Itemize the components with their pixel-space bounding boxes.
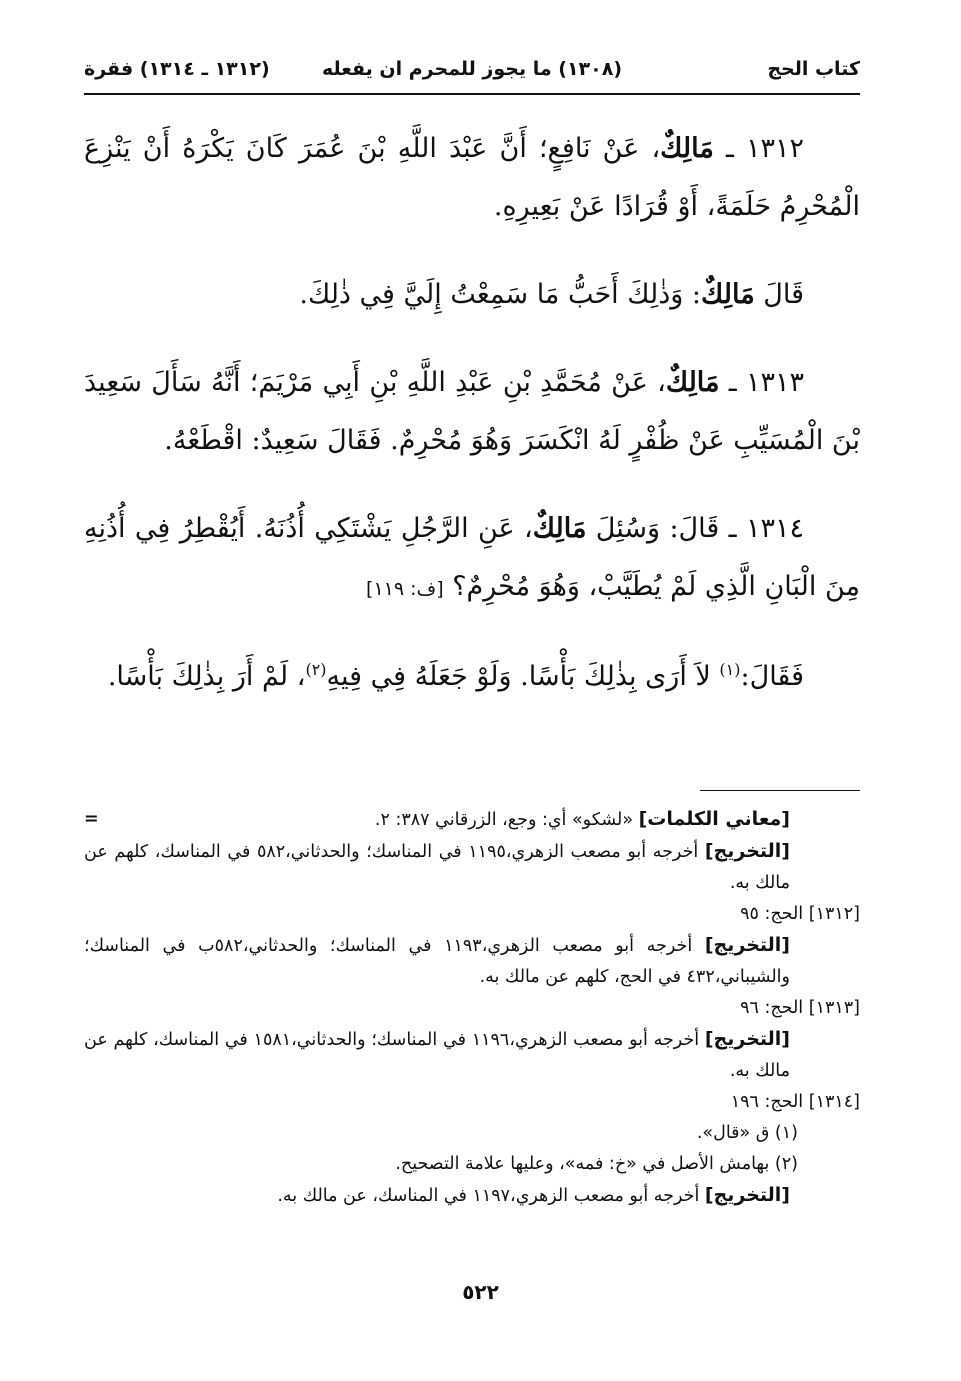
paragraph-text: ، عَنْ نَافِعٍ؛ أَنَّ عَبْدَ اللَّهِ بْنَ عُمَرَ كَانَ يَكْرَهُ أَنْ يَنْزِعَ الْمُحْرِمُ حَلَمَةً، أَوْ قُرَادًا عَنْ بَعِيرِهِ. <box>84 133 860 222</box>
paragraph-number: ١٣١٣ <box>746 367 805 398</box>
footnote-ref-2: (٢) <box>305 660 327 679</box>
footnotes <box>84 804 860 1212</box>
main-text <box>84 120 860 706</box>
header-paragraph-range: (١٣١٢ ـ ١٣١٤) فقرة <box>84 58 270 80</box>
paragraph-1312: ١٣١٢ ـ مَالِكٌ، عَنْ نَافِعٍ؛ أَنَّ عَبْدَ اللَّهِ بْنَ عُمَرَ كَانَ يَكْرَهُ أَنْ يَنْزِعَ الْمُحْرِمُ حَلَمَةً، أَوْ قُرَادًا عَنْ بَعِيرِهِ. <box>84 133 860 222</box>
paragraph-text: ، عَنْ مُحَمَّدِ بْنِ عَبْدِ اللَّهِ بْنِ أَبِي مَرْيَمَ؛ أَنَّهُ سَأَلَ سَعِيدَ بْنَ الْمُسَيِّبِ عَنْ ظُفْرٍ لَهُ انْكَسَرَ وَهُوَ مُحْرِمٌ. فَقَالَ سَعِيدٌ: اقْطَعْهُ. <box>84 367 860 456</box>
takhrij-tag: [التخريج] <box>704 934 790 956</box>
footnote-1: (١) ق «قال». <box>696 1123 798 1143</box>
paragraph-text: : وَذٰلِكَ أَحَبُّ مَا سَمِعْتُ إِلَيَّ فِي ذٰلِكَ. <box>299 279 701 310</box>
footnote-ref-1313: [١٣١٣] الحج: ٩٦ <box>740 998 860 1018</box>
takhrij-tag: [التخريج] <box>704 1184 790 1206</box>
narrator-name: مَالِكٌ <box>665 367 720 398</box>
narrator-name: مَالِكٌ <box>660 133 714 164</box>
paragraph-1313: ١٣١٣ ـ مَالِكٌ، عَنْ مُحَمَّدِ بْنِ عَبْدِ اللَّهِ بْنِ أَبِي مَرْيَمَ؛ أَنَّهُ سَأَلَ سَعِيدَ بْنَ الْمُسَيِّبِ عَنْ ظُفْرٍ لَهُ انْكَسَرَ وَهُوَ مُحْرِمٌ. فَقَالَ سَعِيدٌ: اقْطَعْهُ. <box>84 367 860 456</box>
footnote-ref-1312: [١٣١٢] الحج: ٩٥ <box>740 904 860 924</box>
footnote-2: (٢) بهامش الأصل في «خ: فمه»، وعليها علامة التصحيح. <box>395 1154 798 1174</box>
header-rule <box>84 93 860 95</box>
footnote-takhrij: [التخريج] أخرجه أبو مصعب الزهري،١١٩٧ في المناسك، عن مالك به. <box>277 1184 790 1206</box>
narrator-name: مَالِكٌ <box>700 279 755 310</box>
cross-reference: [ف: ١١٩] <box>366 578 444 600</box>
continuation-mark: = <box>84 809 99 829</box>
paragraph-1314: ١٣١٤ ـ قَالَ: وَسُئِلَ مَالِكٌ، عَنِ الرَّجُلِ يَشْتَكِي أُذُنَهُ. أَيُقْطِرُ فِي أُذُنِهِ مِنَ الْبَانِ الَّذِي لَمْ يُطَيَّبْ، وَهُوَ مُحْرِمٌ؟ [ف: ١١٩] <box>84 513 860 602</box>
page-number: ٥٢٢ <box>462 1280 499 1304</box>
footnote-takhrij: [التخريج] أخرجه أبو مصعب الزهري،١١٩٥ في المناسك؛ والحدثاني،٥٨٢ في المناسك، كلهم عن مالك به. <box>84 840 790 893</box>
paragraph-answer: فَقَالَ:$^{(١)}$ لاَ أَرَى بِذٰلِكَ بَأْسًا. وَلَوْ جَعَلَهُ فِي فِيهِ$^{(٢)}$، لَمْ أَرَ بِذٰلِكَ بَأْسًا. <box>107 660 804 692</box>
paragraph-text: ، عَنِ الرَّجُلِ يَشْتَكِي أُذُنَهُ. أَيُقْطِرُ فِي أُذُنِهِ مِنَ الْبَانِ الَّذِي لَمْ يُطَيَّبْ، وَهُوَ مُحْرِمٌ؟ <box>84 513 860 602</box>
header-chapter: كتاب الحج <box>767 58 860 80</box>
paragraph-number: ١٣١٢ <box>745 133 804 164</box>
paragraph-number: ١٣١٤ <box>745 513 804 544</box>
footnote-separator <box>700 790 860 791</box>
footnote-meanings: [معاني الكلمات] «لشكو» أي: وجع، الزرقاني ٣٨٧: ٢. <box>374 808 790 830</box>
footnote-ref-1: (١) <box>719 660 741 679</box>
takhrij-tag: [التخريج] <box>704 1028 790 1050</box>
narrator-name: مَالِكٌ <box>532 513 587 544</box>
meanings-tag: [معاني الكلمات] <box>638 808 790 830</box>
paragraph-malik-comment: قَالَ مَالِكٌ: وَذٰلِكَ أَحَبُّ مَا سَمِعْتُ إِلَيَّ فِي ذٰلِكَ. <box>299 279 804 310</box>
footnote-takhrij: [التخريج] أخرجه أبو مصعب الزهري،١١٩٣ في المناسك؛ والحدثاني،٥٨٢ب في المناسك؛ والشيباني،٤٣٢ في الحج، كلهم عن مالك به. <box>84 934 790 987</box>
header-section: (١٣٠٨) ما يجوز للمحرم ان يفعله <box>321 58 623 80</box>
footnote-takhrij: [التخريج] أخرجه أبو مصعب الزهري،١١٩٦ في المناسك؛ والحدثاني،١٥٨١ في المناسك، كلهم عن مالك به. <box>84 1028 790 1081</box>
takhrij-tag: [التخريج] <box>704 840 790 862</box>
running-header <box>84 54 860 92</box>
footnote-ref-1314: [١٣١٤] الحج: ١٩٦ <box>730 1092 860 1112</box>
